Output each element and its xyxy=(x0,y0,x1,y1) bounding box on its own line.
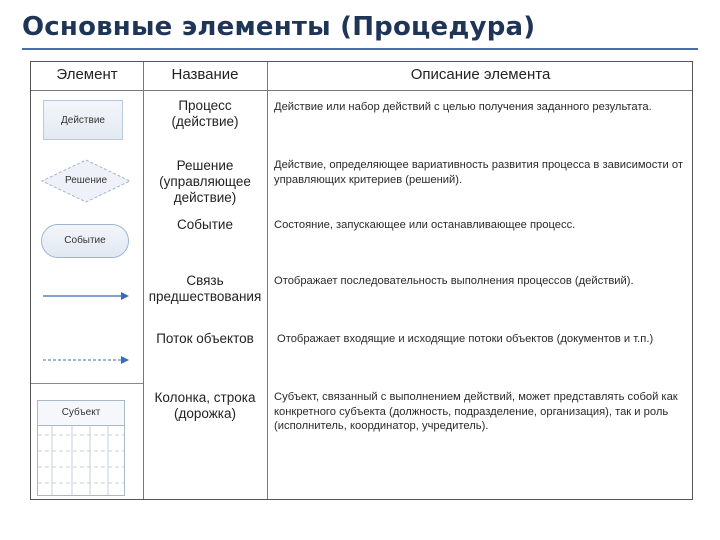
row-process-description: Действие или набор действий с целью получения заданного результата. xyxy=(274,101,652,113)
row-object-flow-description: Отображает входящие и исходящие потоки объектов (документов и т.п.) xyxy=(277,333,654,345)
swimlane-grid-icon xyxy=(38,425,124,495)
column-divider xyxy=(267,62,268,499)
row-sequence-name: Связь предшествования xyxy=(148,273,262,304)
event-shape-label: Событие xyxy=(64,235,106,246)
swimlane-icon xyxy=(37,400,125,496)
header-element: Элемент xyxy=(56,66,118,83)
process-shape-label: Действие xyxy=(61,115,105,126)
row-sequence-description: Отображает последовательность выполнения процессов (действий). xyxy=(274,275,634,287)
row-swimlane-name: Колонка, строка (дорожка) xyxy=(154,390,256,421)
row-decision-name: Решение (управляющее действие) xyxy=(159,158,251,205)
elements-table xyxy=(30,61,693,500)
page-title: Основные элементы (Процедура) xyxy=(22,12,536,42)
object-flow-arrow-icon xyxy=(43,354,129,366)
swimlane-shape-label: Субъект xyxy=(61,407,101,418)
header-name: Название xyxy=(171,66,239,83)
row-decision-description: Действие, определяющее вариативность развития процесса в зависимости от управляющих критериев (решений). xyxy=(274,159,683,186)
decision-shape-label: Решение xyxy=(64,175,108,186)
swimlane-header xyxy=(38,401,124,426)
row-divider xyxy=(31,383,143,384)
row-object-flow-name: Поток объектов xyxy=(156,331,254,346)
sequence-arrow-icon xyxy=(43,290,129,302)
process-box-icon xyxy=(43,100,123,140)
row-process-name: Процесс (действие) xyxy=(171,98,239,129)
row-event-name: Событие xyxy=(177,217,233,232)
header-description: Описание элемента xyxy=(410,66,551,83)
event-oval-icon xyxy=(41,224,129,258)
row-swimlane-description: Субъект, связанный с выполнением действий, может представлять собой как конкретного субъекта (должность, подразделение, организация), так и роль (исполнитель, координатор, учредитель). xyxy=(274,391,678,432)
row-event-description: Состояние, запускающее или останавливающее процесс. xyxy=(274,219,576,231)
title-underline xyxy=(22,48,698,50)
header-divider xyxy=(31,90,692,91)
